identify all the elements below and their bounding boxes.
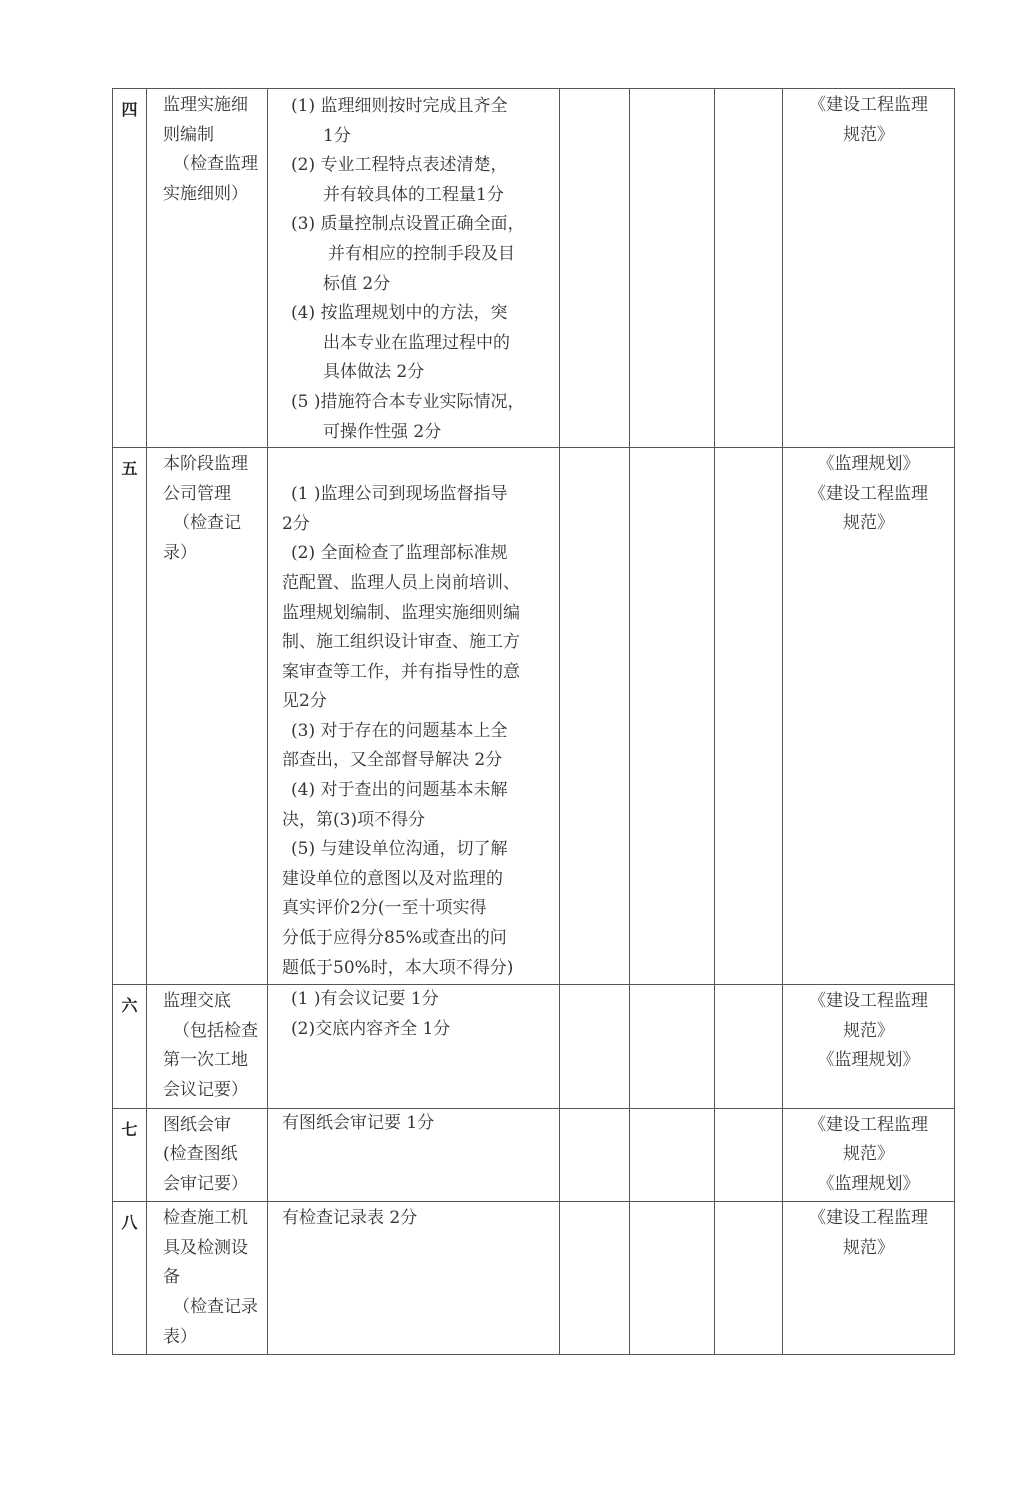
score-cell (630, 985, 715, 1108)
row-number: 六 (113, 985, 147, 1108)
item-cell (147, 1202, 268, 1355)
score-cell (630, 448, 715, 985)
criteria-line: (4) 按监理规划中的方法，突 (291, 303, 508, 324)
criteria-cell (268, 1108, 560, 1202)
item-line: （检查记 (173, 513, 241, 534)
criteria-line: (2) 全面检查了监理部标准规 (291, 543, 508, 564)
criteria-line: 1分 (323, 125, 351, 146)
criteria-line: 制、施工组织设计审查、施工方 (282, 632, 520, 653)
criteria-line: (1) 监理细则按时完成且齐全 (291, 96, 508, 116)
score-cell (715, 985, 783, 1108)
score-cell (560, 1108, 630, 1202)
reference-cell (783, 985, 955, 1108)
criteria-line: 范配置、监理人员上岗前培训、 (282, 572, 520, 593)
item-line: 具及检测设 (163, 1237, 248, 1258)
item-cell (147, 448, 268, 985)
item-line: 实施细则） (163, 183, 248, 204)
criteria-line: 监理规划编制、监理实施细则编 (282, 602, 520, 623)
criteria-line: 见2分 (282, 691, 327, 712)
criteria-line: (2) 专业工程特点表述清楚， (291, 155, 508, 176)
reference-line: 《建设工程监理 (809, 1114, 928, 1135)
reference-line: 《监理规划》 (817, 1050, 920, 1071)
score-cell (630, 89, 715, 448)
criteria-line: 决，第(3)项不得分 (282, 809, 426, 830)
reference-line: 规范》 (843, 1144, 894, 1165)
criteria-line: (3) 对于存在的问题基本上全 (291, 720, 508, 741)
item-line: （检查监理 (173, 154, 258, 175)
criteria-line: 案审查等工作，并有指导性的意 (282, 661, 520, 682)
criteria-cell (268, 448, 560, 985)
criteria-line: (2)交底内容齐全 1分 (291, 1018, 451, 1039)
criteria-line: 出本专业在监理过程中的 (323, 332, 510, 353)
score-cell (560, 1202, 630, 1355)
score-cell (715, 1202, 783, 1355)
score-cell (715, 1108, 783, 1202)
score-cell (560, 89, 630, 448)
item-cell (147, 985, 268, 1108)
score-cell (630, 1108, 715, 1202)
reference-cell (783, 1202, 955, 1355)
criteria-line: 题低于50%时，本大项不得分) (282, 957, 514, 978)
score-cell (630, 1202, 715, 1355)
criteria-cell (268, 89, 560, 448)
item-line: 第一次工地 (163, 1050, 248, 1071)
criteria-line: (3) 质量控制点设置正确全面， (291, 214, 525, 235)
row-number: 八 (113, 1202, 147, 1355)
table-row (113, 985, 955, 1108)
row-number: 四 (113, 89, 147, 448)
criteria-line: 可操作性强 2分 (323, 421, 442, 442)
item-cell (147, 1108, 268, 1202)
score-cell (560, 985, 630, 1108)
criteria-line: 建设单位的意图以及对监理的 (282, 868, 503, 889)
item-line: 监理交底 (163, 991, 231, 1012)
criteria-line: 有图纸会审记要 1分 (282, 1112, 435, 1133)
table-row (113, 1108, 955, 1202)
criteria-line: 2分 (282, 513, 310, 534)
criteria-line: 标值 2分 (323, 273, 391, 294)
reference-line: 规范》 (843, 1237, 894, 1258)
item-line: （包括检查 (173, 1020, 258, 1041)
criteria-line: 具体做法 2分 (323, 362, 425, 383)
criteria-cell (268, 985, 560, 1108)
row-number: 七 (113, 1108, 147, 1202)
reference-cell (783, 1108, 955, 1202)
item-line: (检查图纸 (163, 1144, 238, 1165)
criteria-cell (268, 1202, 560, 1355)
item-line: 则编制 (163, 124, 214, 145)
inspection-table (112, 88, 955, 1355)
item-line: 录） (163, 542, 197, 563)
item-line: 会审记要） (163, 1173, 248, 1194)
item-line: 公司管理 (163, 483, 231, 504)
table-row (113, 448, 955, 985)
row-number: 五 (113, 448, 147, 985)
reference-line: 《建设工程监理 (809, 483, 928, 504)
criteria-line: 真实评价2分(一至十项实得 (282, 898, 487, 919)
item-cell (147, 89, 268, 448)
criteria-line: (5 )措施符合本专业实际情况， (291, 391, 525, 412)
reference-line: 《监理规划》 (817, 454, 920, 475)
score-cell (715, 89, 783, 448)
reference-line: 规范》 (843, 124, 894, 145)
reference-line: 《建设工程监理 (809, 95, 928, 115)
item-line: 图纸会审 (163, 1114, 231, 1135)
item-line: 会议记要） (163, 1079, 248, 1100)
item-line: 检查施工机 (163, 1208, 248, 1229)
reference-line: 规范》 (843, 1020, 894, 1041)
score-cell (560, 448, 630, 985)
item-line: （检查记录 (173, 1297, 258, 1318)
criteria-line: 并有较具体的工程量1分 (323, 184, 504, 205)
criteria-line: (5) 与建设单位沟通，切了解 (291, 839, 508, 860)
table-row (113, 89, 955, 448)
reference-line: 《建设工程监理 (809, 1208, 928, 1229)
reference-cell (783, 89, 955, 448)
reference-line: 《建设工程监理 (809, 991, 928, 1012)
criteria-line: 部查出，又全部督导解决 2分 (282, 750, 503, 771)
criteria-line: 并有相应的控制手段及目 (328, 243, 515, 264)
item-line: 表） (163, 1326, 197, 1347)
reference-line: 规范》 (843, 513, 894, 534)
criteria-line: (1 )监理公司到现场监督指导 (291, 484, 508, 505)
reference-cell (783, 448, 955, 985)
criteria-line: 分低于应得分85%或查出的问 (282, 928, 507, 949)
reference-line: 《监理规划》 (817, 1173, 920, 1194)
item-line: 监理实施细 (163, 95, 248, 115)
item-line: 本阶段监理 (163, 454, 248, 475)
table-row (113, 1202, 955, 1355)
item-line: 备 (163, 1267, 180, 1288)
score-cell (715, 448, 783, 985)
criteria-line: (4) 对于查出的问题基本未解 (291, 780, 508, 801)
criteria-line: 有检查记录表 2分 (282, 1208, 418, 1229)
criteria-line: (1 )有会议记要 1分 (291, 989, 439, 1010)
